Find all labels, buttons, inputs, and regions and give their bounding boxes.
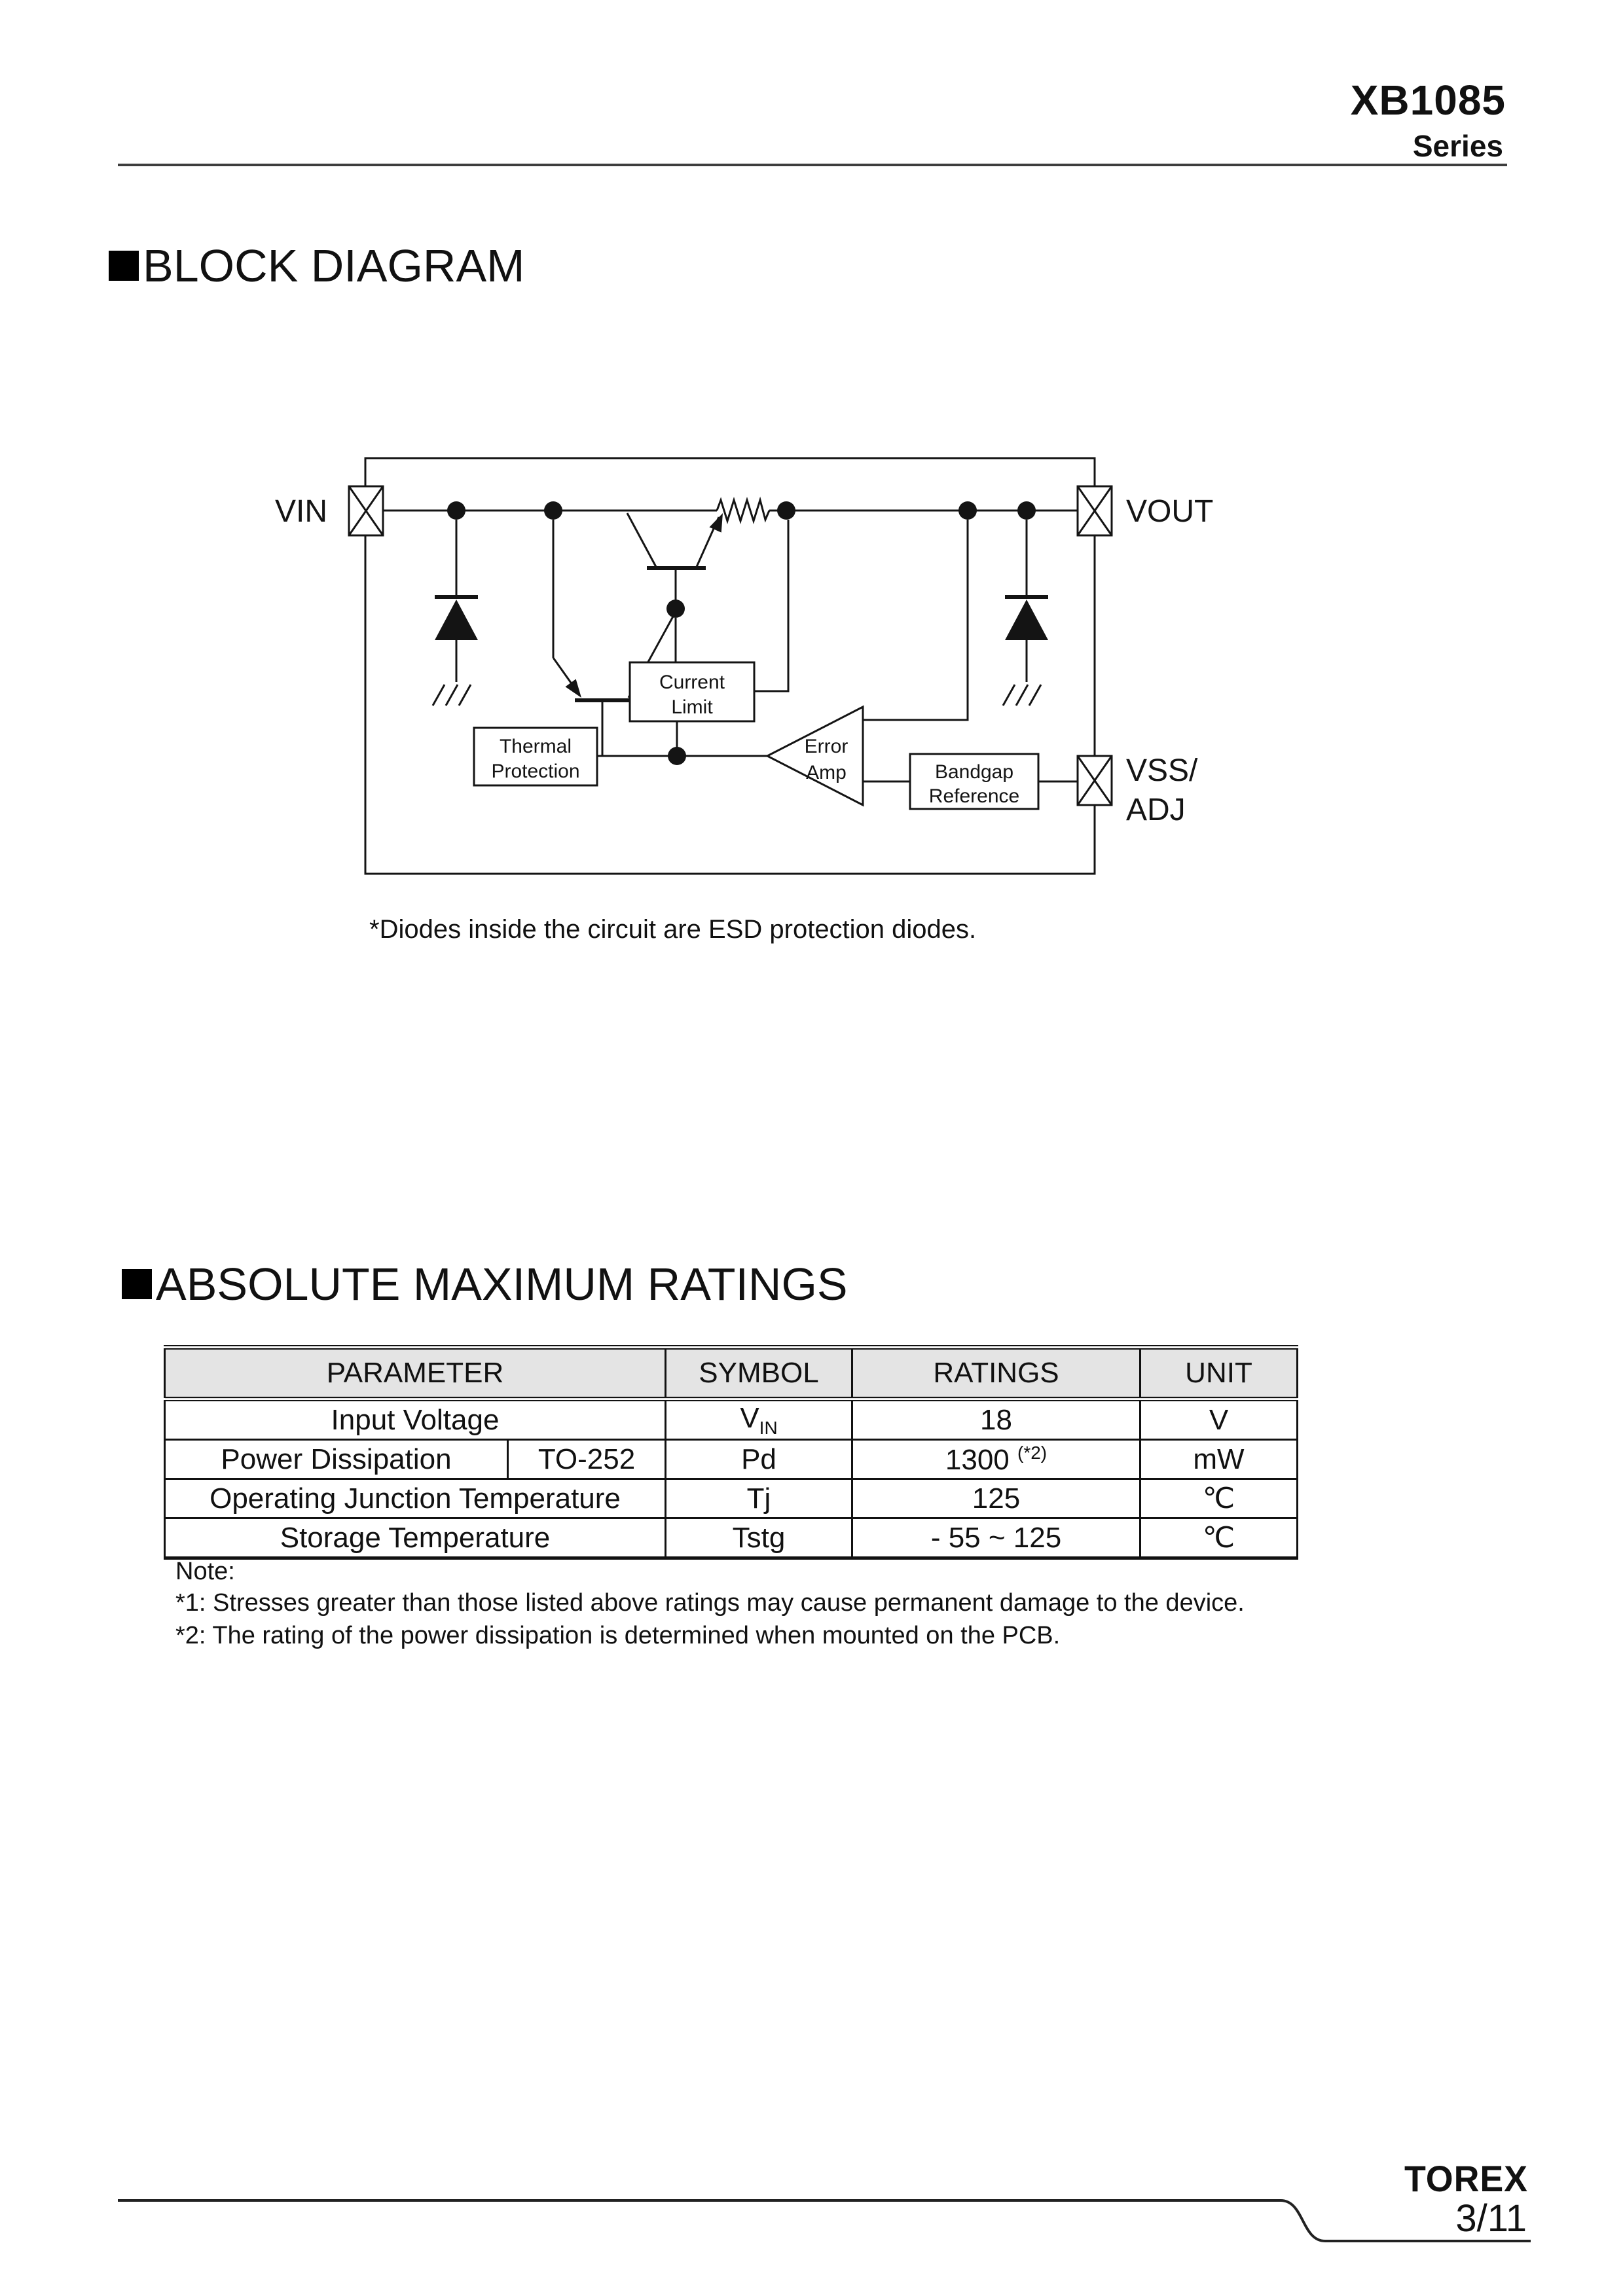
svg-text:Thermal: Thermal — [499, 736, 572, 757]
abs-max-ratings-heading — [122, 1258, 848, 1310]
table-row — [165, 1479, 1298, 1518]
cell-unit: ℃ — [1140, 1518, 1298, 1558]
vss-adj-terminal-icon — [1078, 756, 1112, 805]
block-diagram-heading — [109, 240, 524, 292]
cell-parameter: Power Dissipation — [165, 1440, 508, 1479]
col-header-parameter: PARAMETER — [165, 1348, 666, 1399]
cell-rating: - 55 ~ 125 — [852, 1518, 1140, 1558]
square-bullet-icon — [109, 251, 139, 281]
cell-unit: mW — [1140, 1440, 1298, 1479]
square-bullet-icon — [122, 1269, 152, 1299]
vss-label-line2: ADJ — [1126, 793, 1186, 827]
cell-symbol: Tstg — [666, 1518, 852, 1558]
cell-rating — [852, 1440, 1140, 1479]
vout-label: VOUT — [1126, 494, 1214, 529]
note-2: *2: The rating of the power dissipation is determined when mounted on the PCB. — [175, 1622, 1061, 1649]
rating-value: 1300 — [945, 1443, 1010, 1476]
col-header-ratings: RATINGS — [852, 1348, 1140, 1399]
col-header-symbol: SYMBOL — [666, 1348, 852, 1399]
table-header-row — [165, 1348, 1298, 1399]
cell-symbol: Tj — [666, 1479, 852, 1518]
svg-text:Amp: Amp — [806, 762, 847, 783]
ratings-table — [164, 1345, 1298, 1560]
svg-text:Protection: Protection — [491, 761, 580, 782]
cell-package: TO-252 — [508, 1440, 666, 1479]
cell-rating: 125 — [852, 1479, 1140, 1518]
torex-logo: TOREX — [1404, 2158, 1528, 2199]
rating-footnote-ref: (*2) — [1017, 1442, 1048, 1463]
svg-text:Error: Error — [804, 736, 848, 757]
vout-terminal-icon — [1078, 486, 1112, 535]
cell-rating: 18 — [852, 1399, 1140, 1440]
block-diagram-figure — [249, 406, 1270, 969]
table-row — [165, 1518, 1298, 1558]
product-series: Series — [1412, 129, 1503, 163]
cell-unit: ℃ — [1140, 1479, 1298, 1518]
svg-text:Reference: Reference — [928, 785, 1020, 807]
cell-parameter: Input Voltage — [165, 1399, 666, 1440]
cell-symbol — [666, 1399, 852, 1440]
vin-label: VIN — [274, 494, 327, 529]
table-row — [165, 1399, 1298, 1440]
svg-text:Current: Current — [659, 672, 725, 693]
symbol-main: V — [740, 1401, 759, 1434]
product-title: XB1085 — [1350, 77, 1506, 124]
svg-text:Bandgap: Bandgap — [934, 761, 1014, 783]
vin-terminal-icon — [349, 486, 383, 535]
page-number: 3/11 — [1455, 2197, 1527, 2240]
diagram-note: *Diodes inside the circuit are ESD protection diodes. — [369, 915, 977, 944]
note-1: *1: Stresses greater than those listed above ratings may cause permanent damage to the device. — [175, 1589, 1245, 1617]
header-rule — [118, 164, 1507, 166]
abs-max-ratings-title: ABSOLUTE MAXIMUM RATINGS — [156, 1259, 848, 1310]
block-diagram-title: BLOCK DIAGRAM — [143, 240, 525, 291]
table-row — [165, 1440, 1298, 1479]
cell-unit: V — [1140, 1399, 1298, 1440]
col-header-unit: UNIT — [1140, 1348, 1298, 1399]
cell-parameter: Storage Temperature — [165, 1518, 666, 1558]
notes-label: Note: — [175, 1558, 235, 1585]
svg-text:Limit: Limit — [671, 696, 713, 718]
cell-symbol: Pd — [666, 1440, 852, 1479]
vss-label-line1: VSS/ — [1126, 753, 1198, 788]
symbol-sub: IN — [759, 1417, 778, 1438]
cell-parameter: Operating Junction Temperature — [165, 1479, 666, 1518]
